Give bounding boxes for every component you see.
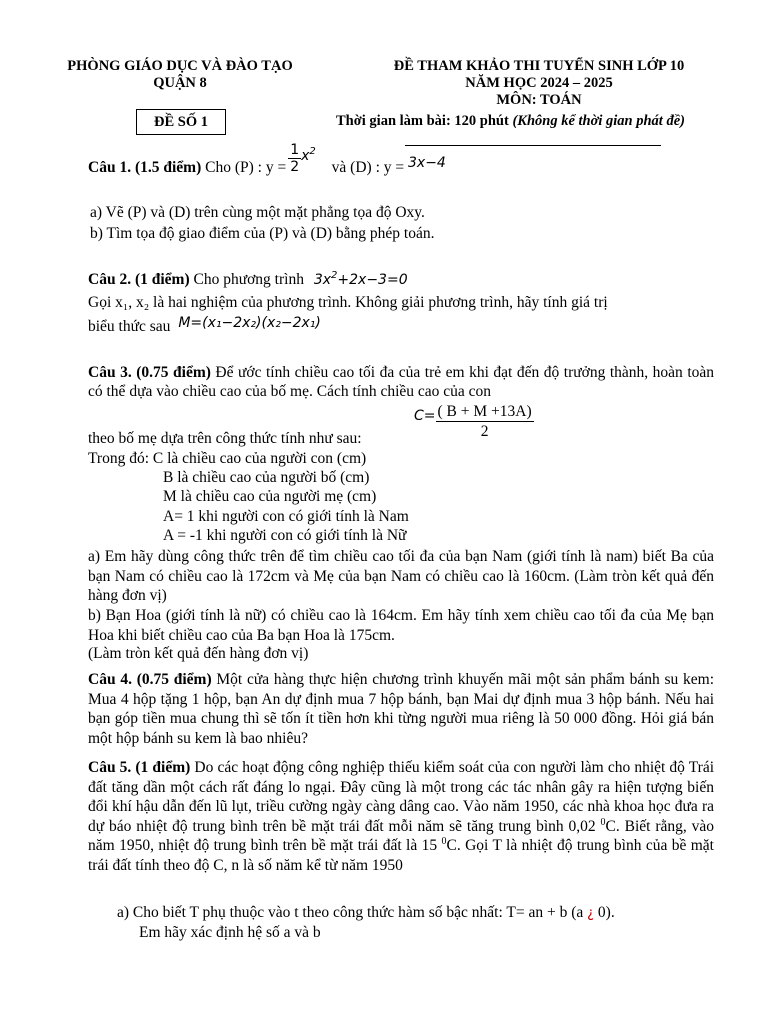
question-1-intro: Cho (P) : y = [205, 159, 287, 177]
question-5-part-a [117, 904, 615, 924]
parabola-fraction [288, 142, 301, 175]
question-1-part-a: a) Vẽ (P) và (D) trên cùng một mặt phẳng tọa độ Oxy. [90, 204, 425, 221]
question-2-intro: Cho phương trình [193, 271, 304, 288]
question-3-title: Câu 3. (0.75 điểm) [88, 364, 211, 381]
fraction-denominator: 2 [290, 159, 300, 175]
time-limit [336, 112, 756, 131]
subject: MÔN: TOÁN [496, 92, 582, 108]
degree-symbol-1: 0 [600, 816, 606, 828]
formula-denominator: 2 [480, 423, 489, 440]
question-4-title: Câu 4. (0.75 điểm) [88, 671, 212, 688]
question-3-formula-line: theo bố mẹ dựa trên công thức tính như sau: [88, 430, 362, 447]
not-equal-symbol: ¿ [587, 906, 595, 921]
question-2-title: Câu 2. (1 điểm) [88, 271, 190, 288]
department-name: PHÒNG GIÁO DỤC VÀ ĐÀO TẠO [67, 58, 293, 74]
header-rule [405, 145, 661, 146]
formula-lhs: C= [414, 407, 436, 424]
equation-part-a: 3x [313, 272, 332, 288]
question-2-line-3 [88, 315, 321, 337]
question-2-header [88, 271, 408, 290]
question-5-part-a-line-2: Em hãy xác định hệ số a và b [139, 924, 321, 941]
exam-number-box: ĐỀ SỐ 1 [136, 109, 226, 135]
height-formula [414, 402, 534, 442]
question-5-part-a-end: 0). [597, 904, 615, 921]
question-5 [88, 758, 714, 875]
line-expression: 3x−4 [408, 155, 446, 172]
parabola-x: x [301, 148, 310, 165]
degree-symbol-2: 0 [441, 836, 447, 847]
question-1-part-b: b) Tìm tọa độ giao điểm của (P) và (D) bằng phép toán. [90, 225, 435, 242]
school-year: NĂM HỌC 2024 – 2025 [465, 75, 613, 91]
quadratic-equation [314, 272, 408, 288]
time-limit-label: Thời gian làm bài: 120 phút [336, 113, 509, 129]
question-5-body-3: C. Gọi T là nhiệt độ trung bình của bề mặt trái đất tính theo độ C, n là số năm kể từ năm 1950 [88, 837, 714, 874]
question-1-header [88, 142, 446, 185]
formula-fraction [436, 402, 534, 442]
question-5-part-a-text: a) Cho biết T phụ thuộc vào t theo công thức hàm số bậc nhất: T= an + b (a [117, 904, 584, 921]
question-4 [88, 670, 714, 748]
question-1-title: Câu 1. (1.5 điểm) [88, 159, 202, 177]
question-3-body: Để ước tính chiều cao tối đa của trẻ em khi đạt đến độ trưởng thành, hoàn toàn có thể dựa vào chiều cao của bố mẹ. Cách tính chiều cao của con [88, 364, 714, 400]
definition-c: Trong đó: C là chiều cao của người con (cm) [88, 450, 367, 467]
question-5-title: Câu 5. (1 điểm) [88, 759, 191, 776]
parabola-variable [301, 148, 316, 164]
question-3-intro [88, 364, 714, 401]
definition-m: M là chiều cao của người mẹ (cm) [163, 488, 377, 505]
question-3-part-a: a) Em hãy dùng công thức trên để tìm chiều cao tối đa của bạn Nam (giới tính là nam) biết Ba của bạn Nam có chiều cao là 172cm và Mẹ của bạn Nam có chiều cao là 160cm. (Làm tròn kết quả đến hàng đơn vị) [88, 548, 714, 604]
question-2-line-2: Gọi x₁, x₂ là hai nghiệm của phương trình. Không giải phương trình, hãy tính giá trị [88, 294, 608, 311]
question-1-and: và (D) : y = [331, 159, 405, 177]
expression-m: M=(x₁−2x₂)(x₂−2x₁) [178, 315, 321, 331]
question-3-part-b-note: (Làm tròn kết quả đến hàng đơn vị) [88, 645, 309, 662]
definition-a-male: A= 1 khi người con có giới tính là Nam [163, 508, 409, 525]
question-2-expression-label: biểu thức sau [88, 318, 171, 335]
definition-b: B là chiều cao của người bố (cm) [163, 469, 370, 486]
question-3-part-b: b) Bạn Hoa (giới tính là nữ) có chiều cao là 164cm. Em hãy tính xem chiều cao tối đa của Mẹ bạn Hoa khi biết chiều cao của Ba bạn Hoa là 175cm. [88, 607, 714, 644]
exam-title: ĐỀ THAM KHẢO THI TUYỂN SINH LỚP 10 [393, 58, 685, 74]
exam-header [336, 58, 742, 109]
question-5-body-2: C. Biết rằng, vào năm 1950, nhiệt độ trung bình trên bề mặt trái đất là 15 [88, 817, 714, 854]
equation-exponent: 2 [331, 270, 338, 281]
district-name: QUẬN 8 [153, 75, 207, 91]
definition-a-female: A = -1 khi người con có giới tính là Nữ [163, 527, 407, 544]
school-header [30, 58, 330, 92]
question-5-body-1: Do các hoạt động công nghiệp thiếu kiểm soát của con người làm cho nhiệt độ Trái đất tăng dần một cách rất đáng lo ngại. Đây cũng là một trong các tác nhân gây ra hiện tượng biến đổi khí hậu dẫn đến lũ lụt, triều cường ngày càng dâng cao. Vào năm 1950, các nhà khoa học đưa ra dự báo nhiệt độ trung bình trên bề mặt trái đất mỗi năm sẽ tăng trung bình 0,02 [88, 759, 715, 835]
equation-part-b: +2x−3=0 [337, 272, 408, 288]
question-4-body: Một cửa hàng thực hiện chương trình khuyến mãi một sản phẩm bánh su kem: Mua 4 hộp tặng 1 hộp, bạn An dự định mua 7 hộp bánh, bạn Mai dự định mua 3 hộp bánh. Nếu hai bạn góp tiền mua chung thì sẽ tốn ít tiền hơn khi từng người mua riêng là 50 000 đồng. Hỏi giá bán một hộp bánh su kem là bao nhiêu? [88, 671, 714, 747]
parabola-exponent: 2 [309, 146, 316, 158]
time-limit-note: (Không kể thời gian phát đề) [512, 113, 685, 129]
fraction-numerator: 1 [290, 142, 300, 158]
formula-numerator: ( B + M +13A) [437, 403, 532, 420]
